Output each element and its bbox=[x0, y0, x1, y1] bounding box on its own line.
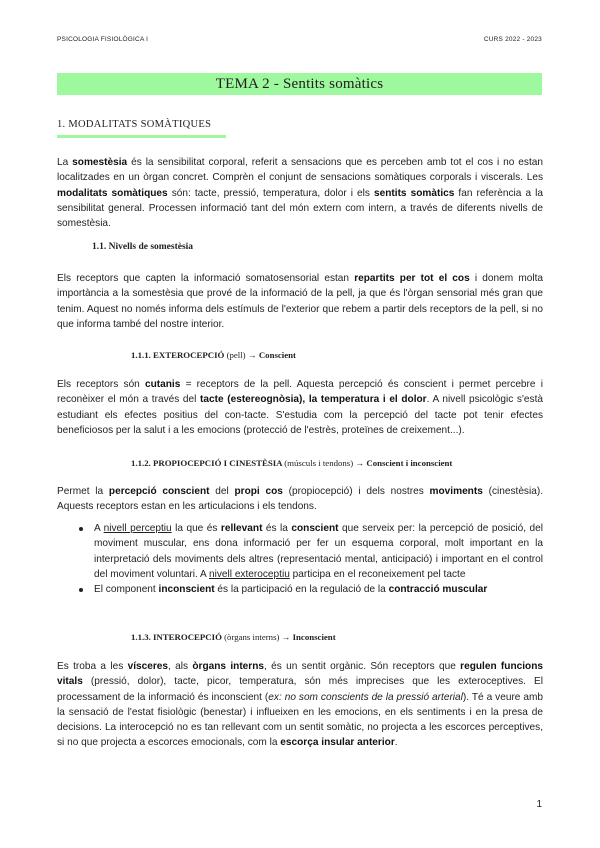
header-year: CURS 2022 - 2023 bbox=[483, 36, 542, 43]
subsubsection-heading-interocepcio bbox=[131, 632, 336, 642]
heading-paren: (òrgans interns) bbox=[224, 632, 280, 642]
page-title: TEMA 2 - Sentits somàtics bbox=[215, 75, 384, 92]
heading-main: 1.1.3. INTEROCEPCIÓ bbox=[131, 632, 225, 642]
heading-tail: → Inconscient bbox=[279, 632, 336, 642]
subsection-heading-nivells: 1.1. Nivells de somestèsia bbox=[92, 242, 194, 252]
list-item: A nivell perceptiu la que és rellevant és la conscient que serveix per: la percepció de posició, del moviment muscular, ens dona informació per fer un esquema corporal, molt important en la interpretació dels moviments dels altres (representació mental, anticipació) i important en el control del moviment voluntari. A nivell exteroceptiu participa en el reconeixement pel tacte bbox=[57, 521, 543, 582]
page-number: 1 bbox=[536, 799, 542, 810]
list-item: El component inconscient és la participació en la regulació de la contracció muscular bbox=[57, 582, 543, 597]
title-banner bbox=[57, 73, 542, 95]
section-heading-modalitats: 1. MODALITATS SOMÀTIQUES bbox=[57, 119, 212, 130]
heading-paren: (pell) bbox=[226, 350, 246, 360]
subsubsection-heading-exterocepcio bbox=[131, 350, 296, 360]
paragraph-nivells: Els receptors que capten la informació somatosensorial estan repartits per tot el cos i donem molta importància a la somestèsia que prové de la informació de la pell, ja que és l'òrgan sensorial més gran que tenim. Aquest no només informa dels estímuls de l'exterior que rebem a partir dels receptors de la pell, si no que informa també del nostre interior. bbox=[57, 273, 544, 330]
bullet-list-propiocepcio bbox=[57, 521, 543, 597]
header-course: PSICOLOGIA FISIOLÒGICA I bbox=[57, 36, 149, 43]
paragraph-somestesia: La somestèsia és la sensibilitat corporal, referit a sensacions que es perceben amb tot el cos i no estan localitzades en un òrgan concret. Comprèn el conjunt de sensacions somàtiques corporals i viscerals. Les modalitats somàtiques són: tacte, pressió, temperatura, dolor i els sentits somàtics fan referència a la sensibilitat general. Processen informació tant del món extern com intern, a través de diferents nivells de somestèsia. bbox=[57, 157, 543, 230]
heading-tail: → Conscient bbox=[245, 350, 296, 360]
heading-underline bbox=[57, 135, 226, 138]
paragraph-propiocepcio: Permet la percepció conscient del propi cos (propiocepció) i dels nostres moviments (cinestèsia). Aquests receptors estan en les articulacions i els tendons. bbox=[57, 486, 544, 513]
heading-tail: → Conscient i inconscient bbox=[353, 458, 453, 468]
heading-main: 1.1.2. PROPIOCEPCIÓ I CINESTÈSIA bbox=[131, 458, 285, 468]
subsubsection-heading-propiocepcio bbox=[131, 458, 452, 468]
heading-main: 1.1.1. EXTEROCEPCIÓ bbox=[131, 350, 227, 360]
heading-paren: (músculs i tendons) bbox=[284, 458, 354, 468]
paragraph-interocepcio: Es troba a les vísceres, als òrgans interns, és un sentit orgànic. Són receptors que regulen funcions vitals (pressió, dolor), tacte, picor, temperatura, són més imprecises que les exteroceptives. El processament de la informació és inconscient (ex: no som conscients de la pressió arterial). Té a veure amb la sensació de l'estat fisiològic (benestar) i influeixen en les emocions, en els sentiments i en la presa de decisions. La interocepció no es tan rellevant com un sentit somàtic, no projecta a les escorces perceptives, si no que projecta a escorces emocionals, com la escorça insular anterior. bbox=[57, 661, 544, 749]
paragraph-exterocepcio: Els receptors són cutanis = receptors de la pell. Aquesta percepció és conscient i permet percebre i reconèixer el món a través del tacte (estereognòsia), la temperatura i el dolor. A nivell psicològic s'està estudiant els efectes positius del con-tacte. S'estudia com la percepció del tacte pot tenir efectes beneficiosos per la salut i a les emocions (protecció de l'estrès, proteïnes de creixement...). bbox=[57, 379, 543, 436]
